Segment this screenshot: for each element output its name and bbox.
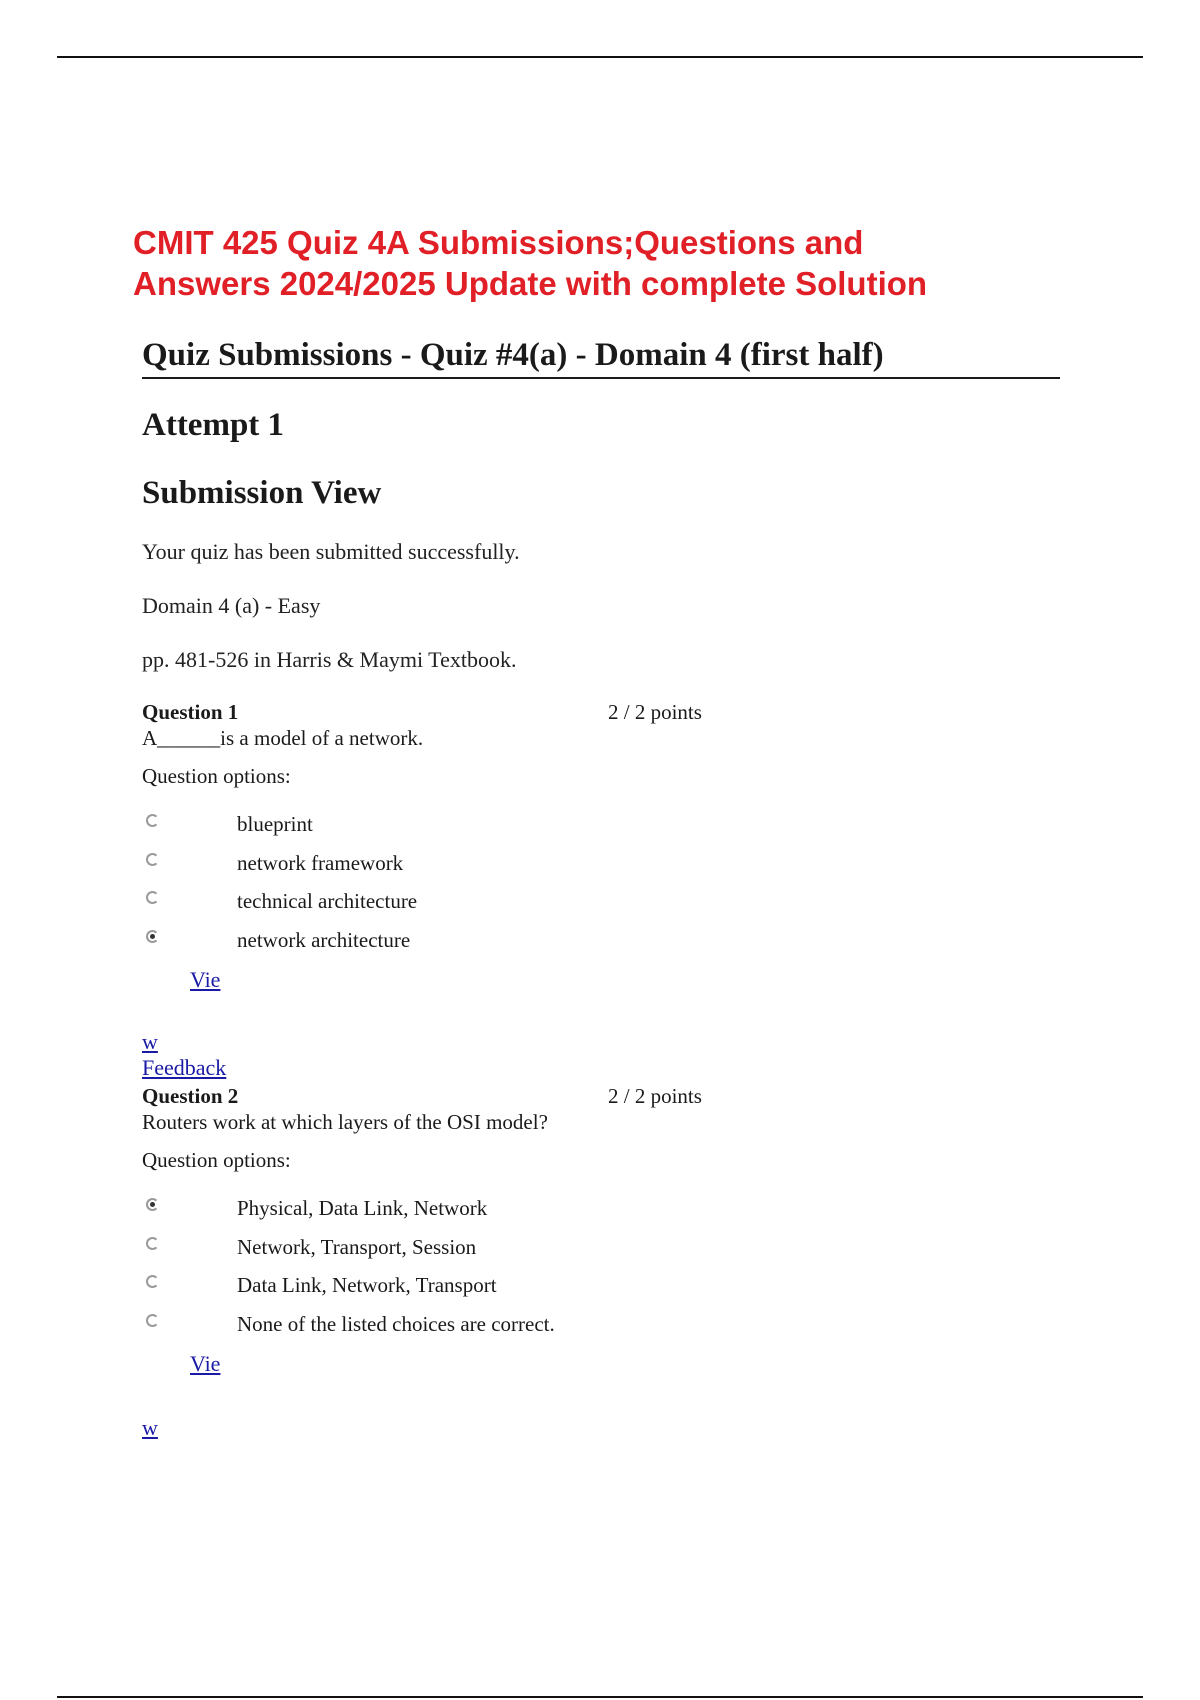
option-label: Data Link, Network, Transport: [237, 1273, 497, 1297]
radio-button[interactable]: [146, 1237, 159, 1250]
option-blueprint[interactable]: [142, 811, 1062, 850]
question-header: [142, 699, 1062, 725]
option-label: blueprint: [237, 812, 313, 836]
question-options: [142, 811, 1062, 965]
radio-button[interactable]: [146, 814, 159, 827]
reference-text: pp. 481-526 in Harris & Maymi Textbook.: [142, 647, 517, 672]
quiz-submission-document: [142, 335, 1062, 1441]
radio-button-selected[interactable]: [146, 1198, 159, 1211]
question-1: [142, 699, 1062, 1081]
option-network-transport-session[interactable]: [142, 1234, 1062, 1273]
option-label: None of the listed choices are correct.: [237, 1311, 555, 1336]
attempt-heading: Attempt 1: [142, 407, 285, 443]
radio-button-selected[interactable]: [146, 930, 159, 943]
feedback-link[interactable]: Feedback: [142, 1055, 227, 1080]
view-feedback-link-part-1[interactable]: Vie: [190, 967, 221, 992]
bottom-rule: [57, 1696, 1143, 1698]
top-rule: [57, 56, 1143, 58]
question-2: [142, 1083, 1062, 1441]
option-label: technical architecture: [237, 889, 418, 913]
option-label: network framework: [237, 850, 404, 875]
option-label: network architecture: [237, 927, 411, 952]
option-network-framework[interactable]: [142, 850, 1062, 889]
question-options: [142, 1195, 1062, 1349]
question-label: Question 1: [142, 700, 239, 724]
option-label: Network, Transport, Session: [237, 1234, 477, 1259]
submission-message: Your quiz has been submitted successfully.: [142, 539, 520, 564]
document-banner: [133, 222, 1033, 304]
question-options-label: Question options:: [142, 1148, 291, 1172]
question-label: Question 2: [142, 1084, 239, 1108]
page-title: Quiz Submissions - Quiz #4(a) - Domain 4 (first half): [142, 335, 1060, 379]
domain-label: Domain 4 (a) - Easy: [142, 593, 321, 618]
option-network-architecture[interactable]: [142, 927, 1062, 966]
view-feedback-link-part-2[interactable]: w: [142, 1415, 158, 1440]
question-points: 2 / 2 points: [608, 700, 702, 724]
radio-button[interactable]: [146, 1314, 159, 1327]
question-header: [142, 1083, 1062, 1109]
question-points: 2 / 2 points: [608, 1084, 702, 1108]
radio-button[interactable]: [146, 853, 159, 866]
option-technical-architecture[interactable]: [142, 888, 1062, 927]
question-text: A______is a model of a network.: [142, 726, 424, 750]
radio-button[interactable]: [146, 891, 159, 904]
view-feedback-link-part-1[interactable]: Vie: [190, 1351, 221, 1376]
option-physical-datalink-network[interactable]: [142, 1195, 1062, 1234]
submission-view-heading: Submission View: [142, 475, 382, 511]
banner-line-2: Answers 2024/2025 Update with complete Solution: [133, 265, 928, 302]
banner-line-1: CMIT 425 Quiz 4A Submissions;Questions and: [133, 224, 864, 261]
option-datalink-network-transport[interactable]: [142, 1272, 1062, 1311]
view-feedback-link-part-2[interactable]: w: [142, 1029, 158, 1054]
question-text: Routers work at which layers of the OSI model?: [142, 1110, 548, 1134]
radio-button[interactable]: [146, 1275, 159, 1288]
option-none-correct[interactable]: [142, 1311, 1062, 1350]
option-label: Physical, Data Link, Network: [237, 1196, 488, 1220]
question-options-label: Question options:: [142, 764, 291, 788]
